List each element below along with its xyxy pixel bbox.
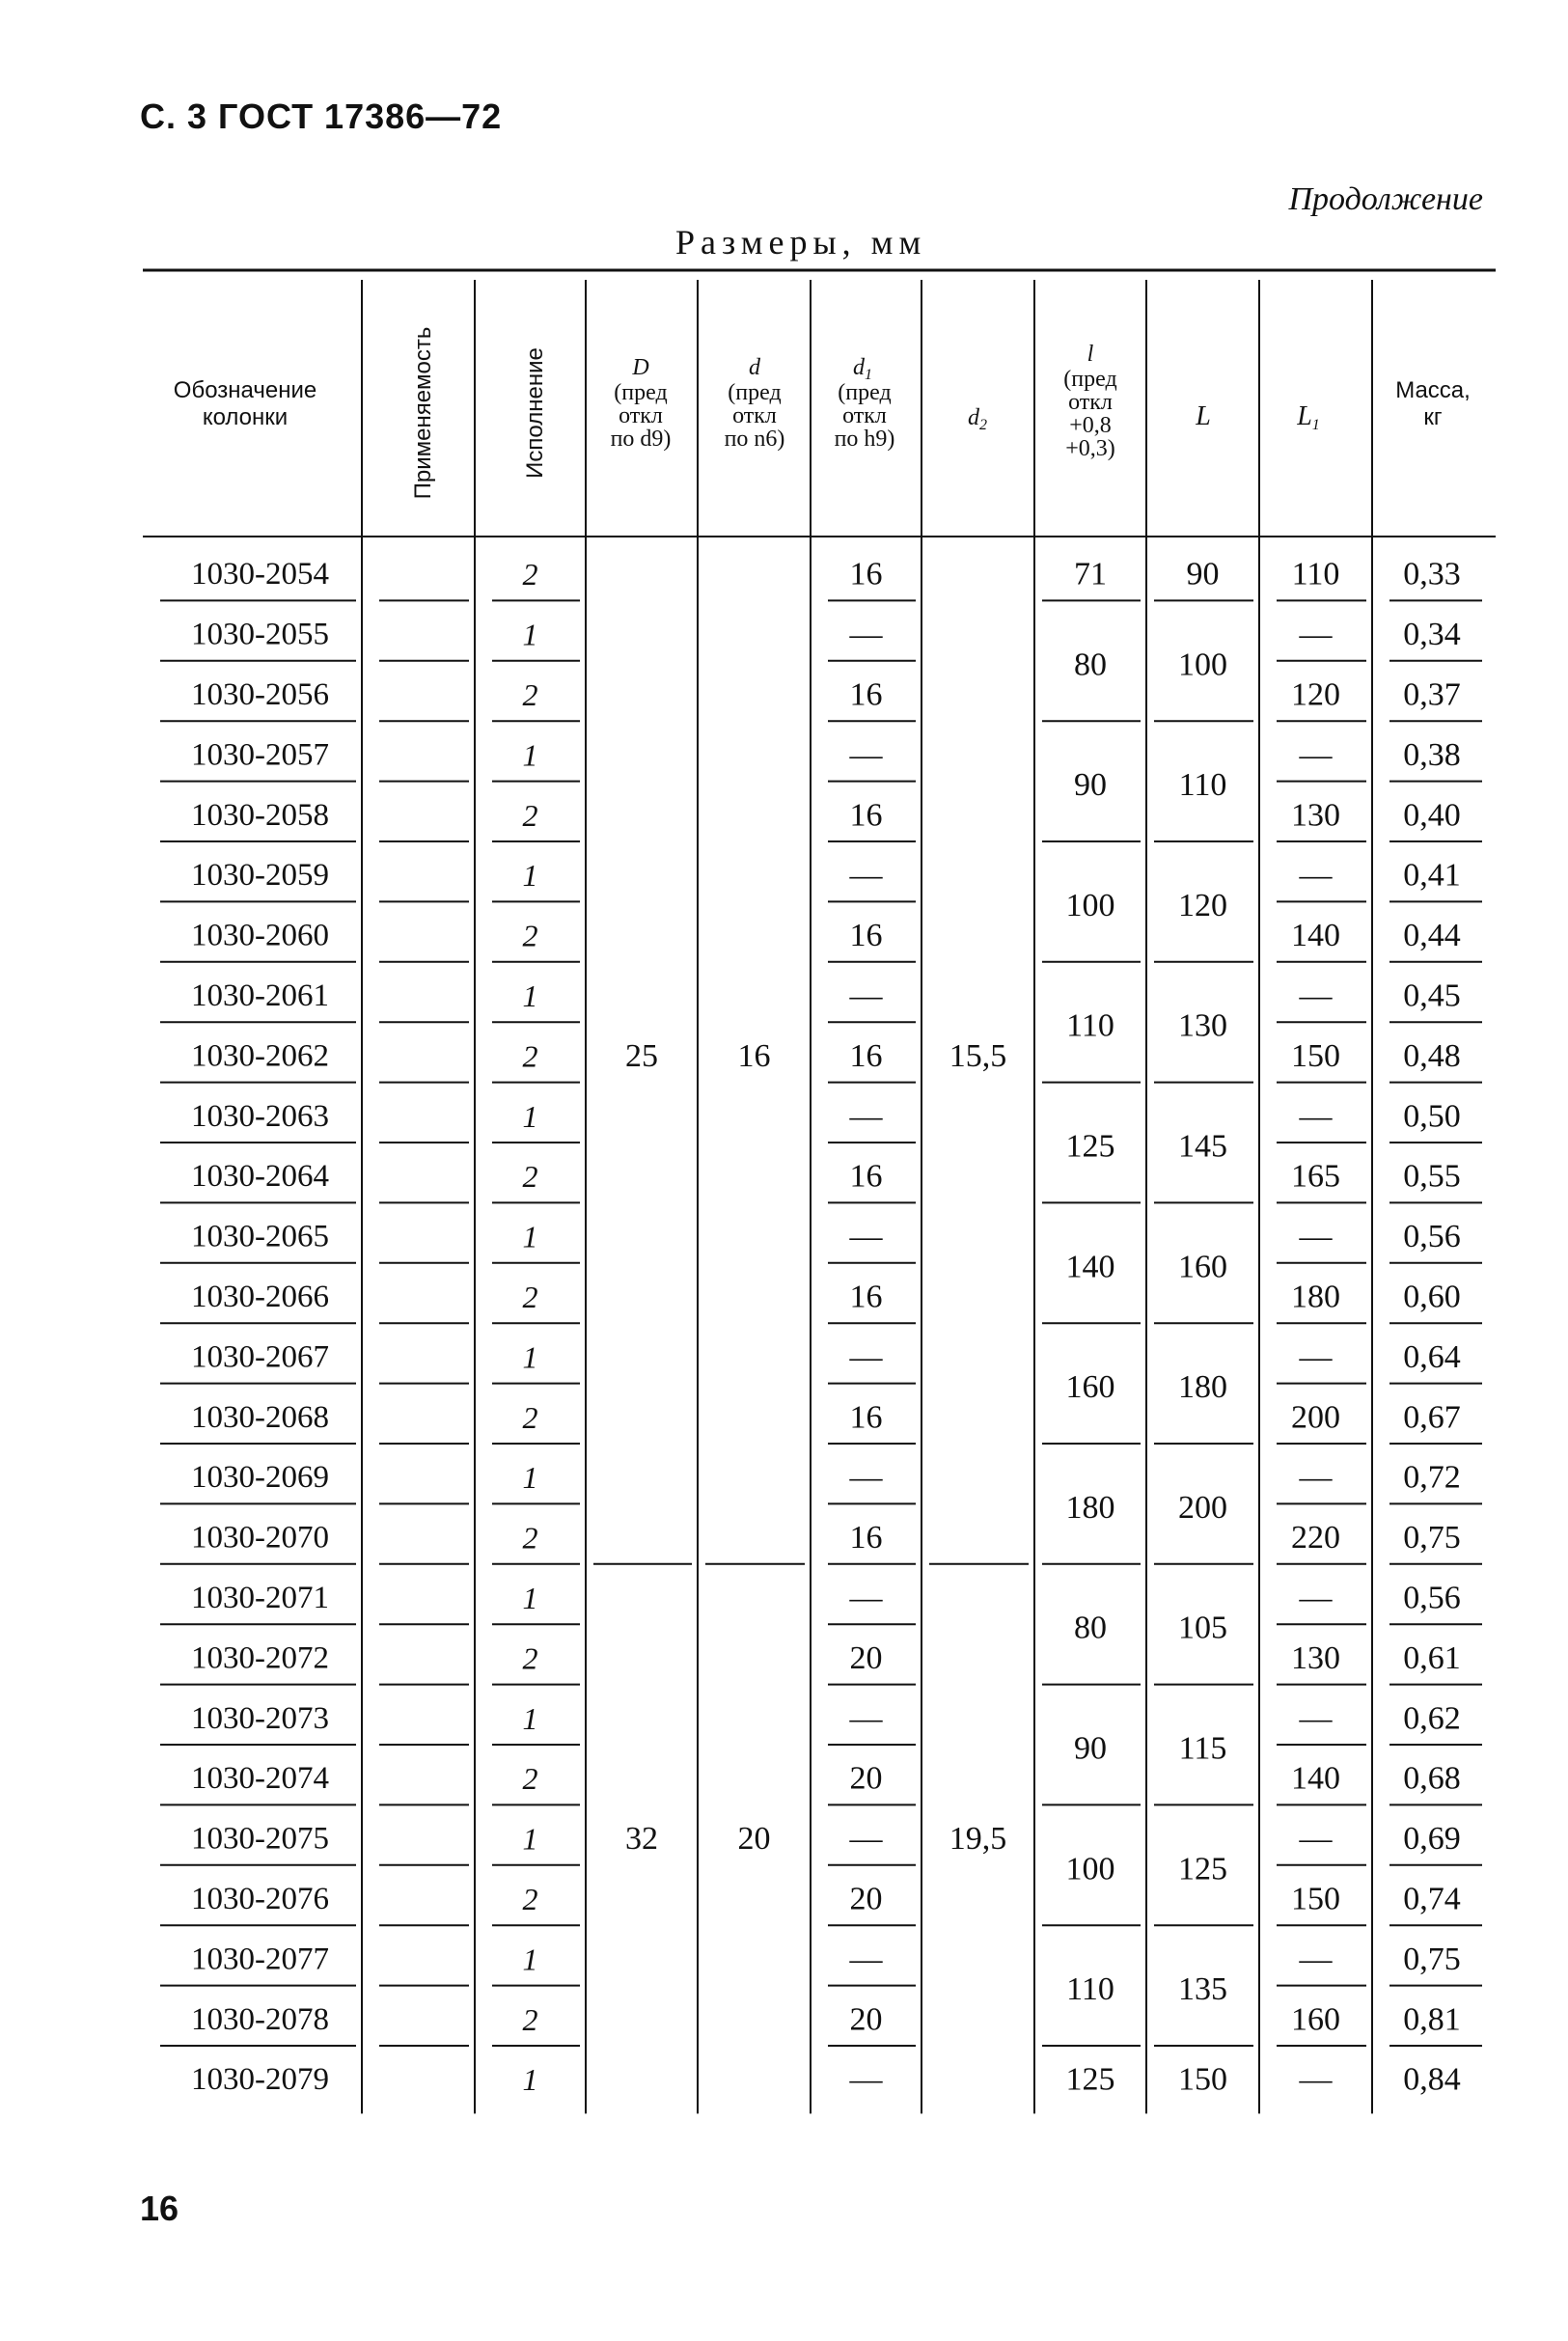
version-cell: 1 xyxy=(522,1219,538,1254)
l-pair-cell: 90 xyxy=(1074,767,1107,804)
mass-cell: 0,40 xyxy=(1403,797,1461,834)
version-cell: 2 xyxy=(522,2001,538,2037)
L1-cell: — xyxy=(1299,857,1333,894)
header-L-symbol: L xyxy=(1196,401,1211,431)
version-cell: 2 xyxy=(522,1520,538,1556)
d1-cell: — xyxy=(849,2061,883,2098)
L-pair-cell: 105 xyxy=(1178,1610,1227,1646)
d1-cell: 16 xyxy=(849,1158,883,1195)
version-cell: 1 xyxy=(522,858,538,894)
L1-cell: — xyxy=(1299,1821,1333,1858)
mass-cell: 0,72 xyxy=(1403,1459,1461,1496)
page-number: 16 xyxy=(140,2189,179,2228)
L1-cell: — xyxy=(1299,1941,1333,1977)
header-l-line4: +0,8 xyxy=(1069,413,1112,438)
designation-cell: 1030-2078 xyxy=(191,2001,329,2037)
l-pair-cell: 180 xyxy=(1065,1489,1115,1526)
version-cell: 2 xyxy=(522,1399,538,1435)
version-cell: 2 xyxy=(522,1038,538,1074)
mass-cell: 0,33 xyxy=(1403,556,1461,592)
d1-cell: — xyxy=(849,1700,883,1737)
continuation-label: Продолжение xyxy=(1288,181,1483,217)
mass-cell: 0,38 xyxy=(1403,736,1461,773)
L1-cell: 180 xyxy=(1291,1279,1340,1315)
d1-cell: — xyxy=(849,1219,883,1255)
L-pair-cell: 200 xyxy=(1178,1489,1227,1526)
mass-cell: 0,75 xyxy=(1403,1520,1461,1556)
L1-cell: 130 xyxy=(1291,797,1340,834)
designation-cell: 1030-2055 xyxy=(191,617,329,652)
d1-cell: 16 xyxy=(849,1037,883,1074)
L1-cell: 130 xyxy=(1291,1639,1340,1676)
designation-cell: 1030-2057 xyxy=(191,737,329,773)
d1-cell: — xyxy=(849,1098,883,1135)
designation-cell: 1030-2068 xyxy=(191,1399,329,1435)
designation-cell: 1030-2066 xyxy=(191,1280,329,1314)
d1-cell: 16 xyxy=(849,918,883,954)
version-cell: 1 xyxy=(522,1581,538,1615)
d1-cell: 16 xyxy=(849,556,883,592)
l-pair-cell: 100 xyxy=(1065,887,1115,923)
designation-cell: 1030-2058 xyxy=(191,797,329,833)
designation-cell: 1030-2061 xyxy=(191,978,329,1013)
designation-cell: 1030-2062 xyxy=(191,1038,329,1074)
version-cell: 1 xyxy=(522,1339,538,1375)
L1-cell: — xyxy=(1299,617,1333,653)
designation-cell: 1030-2063 xyxy=(191,1098,329,1134)
header-applicability: Применяемость xyxy=(410,326,436,500)
L-pair-cell: 160 xyxy=(1178,1249,1227,1285)
header-code-line1: Обозначение xyxy=(173,377,317,403)
header-code-line2: колонки xyxy=(202,404,289,430)
L-pair-cell: 115 xyxy=(1178,1730,1227,1767)
L1-cell: 220 xyxy=(1291,1520,1340,1556)
l-pair-cell: 80 xyxy=(1074,647,1107,683)
L1-cell: 140 xyxy=(1291,918,1340,954)
d1-cell: — xyxy=(849,617,883,653)
d1-cell: 16 xyxy=(849,1279,883,1315)
units-caption: Размеры, мм xyxy=(675,223,927,262)
mass-cell: 0,48 xyxy=(1403,1037,1461,1074)
designation-cell: 1030-2071 xyxy=(191,1581,329,1615)
d-group-cell: 20 xyxy=(737,1821,771,1858)
designation-cell: 1030-2067 xyxy=(191,1339,329,1375)
header-D-line3: откл xyxy=(619,403,663,428)
designation-cell: 1030-2072 xyxy=(191,1640,329,1676)
header-d1-line2: (пред xyxy=(838,380,892,405)
header-L1-subscript: 1 xyxy=(1311,417,1320,433)
designation-cell: 1030-2075 xyxy=(191,1821,329,1857)
header-d1-symbol xyxy=(853,355,872,383)
version-cell: 2 xyxy=(522,1882,538,1916)
L-pair-cell: 135 xyxy=(1178,1971,1227,2008)
header-d1-subscript: 1 xyxy=(865,367,872,383)
header-l-symbol: l xyxy=(1087,342,1094,367)
designation-cell: 1030-2059 xyxy=(191,858,329,894)
designation-cell: 1030-2076 xyxy=(191,1882,329,1916)
version-cell: 1 xyxy=(522,617,538,652)
version-cell: 2 xyxy=(522,1761,538,1797)
d1-cell: 16 xyxy=(849,1520,883,1556)
version-cell: 1 xyxy=(522,1098,538,1134)
L1-cell: 160 xyxy=(1291,2001,1340,2038)
mass-cell: 0,69 xyxy=(1403,1821,1461,1858)
d1-cell: — xyxy=(849,1941,883,1977)
d1-cell: 16 xyxy=(849,797,883,834)
version-cell: 2 xyxy=(522,1159,538,1195)
header-l-line3: откл xyxy=(1068,390,1113,415)
L1-cell: — xyxy=(1299,978,1333,1014)
mass-cell: 0,81 xyxy=(1403,2001,1461,2038)
L-pair-cell: 90 xyxy=(1186,556,1220,592)
mass-cell: 0,34 xyxy=(1403,617,1461,653)
L1-cell: 110 xyxy=(1291,556,1340,592)
version-cell: 1 xyxy=(522,1700,538,1736)
designation-cell: 1030-2074 xyxy=(191,1761,329,1797)
header-d-line4: по n6) xyxy=(724,427,785,452)
mass-cell: 0,75 xyxy=(1403,1941,1461,1977)
L-pair-cell: 150 xyxy=(1178,2061,1227,2098)
table-header xyxy=(174,327,1471,500)
mass-cell: 0,41 xyxy=(1403,857,1461,894)
L-pair-cell: 180 xyxy=(1178,1369,1227,1406)
mass-cell: 0,44 xyxy=(1403,918,1461,954)
version-cell: 1 xyxy=(522,1942,538,1977)
version-cell: 1 xyxy=(522,1460,538,1496)
d1-cell: 20 xyxy=(849,1639,883,1676)
designation-cell: 1030-2056 xyxy=(191,677,329,712)
d1-cell: 20 xyxy=(849,2001,883,2038)
l-pair-cell: 140 xyxy=(1065,1249,1115,1285)
l-pair-cell: 160 xyxy=(1065,1369,1115,1406)
d1-cell: — xyxy=(849,736,883,773)
L1-cell: 140 xyxy=(1291,1760,1340,1797)
version-cell: 2 xyxy=(522,1640,538,1676)
header-D-line2: (пред xyxy=(614,380,668,405)
d1-cell: 16 xyxy=(849,1399,883,1436)
l-pair-cell: 110 xyxy=(1066,1971,1114,2008)
mass-cell: 0,45 xyxy=(1403,978,1461,1014)
L1-cell: — xyxy=(1299,736,1333,773)
header-d1-letter: d xyxy=(853,355,865,380)
version-cell: 1 xyxy=(522,1821,538,1857)
mass-cell: 0,68 xyxy=(1403,1760,1461,1797)
version-cell: 2 xyxy=(522,797,538,833)
d1-cell: — xyxy=(849,1580,883,1616)
L1-cell: — xyxy=(1299,1098,1333,1135)
designation-cell: 1030-2079 xyxy=(191,2062,329,2098)
header-d2-subscript: 2 xyxy=(979,417,987,433)
header-L1-letter: L xyxy=(1297,401,1312,431)
L1-cell: — xyxy=(1299,1219,1333,1255)
mass-cell: 0,62 xyxy=(1403,1700,1461,1737)
designation-cell: 1030-2064 xyxy=(191,1159,329,1195)
L-pair-cell: 145 xyxy=(1178,1128,1227,1165)
header-l-line5: +0,3) xyxy=(1065,436,1115,461)
d2-group-cell: 19,5 xyxy=(949,1821,1007,1858)
L1-cell: 120 xyxy=(1291,676,1340,713)
l-pair-cell: 110 xyxy=(1066,1007,1114,1044)
L1-cell: — xyxy=(1299,2061,1333,2098)
table-body xyxy=(191,557,1461,2098)
L-pair-cell: 125 xyxy=(1178,1851,1227,1887)
header-version: Исполнение xyxy=(522,347,548,479)
d-group-cell: 16 xyxy=(737,1037,771,1074)
header-D-symbol: D xyxy=(632,355,649,380)
L1-cell: 200 xyxy=(1291,1399,1340,1436)
mass-cell: 0,61 xyxy=(1403,1639,1461,1676)
L-pair-cell: 120 xyxy=(1178,887,1227,923)
mass-cell: 0,84 xyxy=(1403,2061,1461,2098)
mass-cell: 0,55 xyxy=(1403,1158,1461,1195)
L-pair-cell: 110 xyxy=(1178,767,1227,804)
header-d-line2: (пред xyxy=(728,380,782,405)
d1-cell: — xyxy=(849,1459,883,1496)
mass-cell: 0,74 xyxy=(1403,1881,1461,1917)
l-pair-cell: 71 xyxy=(1074,556,1107,592)
header-mass-line1: Масса, xyxy=(1395,377,1471,403)
L1-cell: — xyxy=(1299,1580,1333,1616)
d1-cell: 20 xyxy=(849,1760,883,1797)
L-pair-cell: 130 xyxy=(1178,1007,1227,1044)
designation-cell: 1030-2073 xyxy=(191,1700,329,1736)
L1-cell: — xyxy=(1299,1700,1333,1737)
header-d2-symbol xyxy=(968,405,987,433)
d1-cell: — xyxy=(849,978,883,1014)
designation-cell: 1030-2069 xyxy=(191,1460,329,1496)
l-pair-cell: 125 xyxy=(1065,1128,1115,1165)
mass-cell: 0,56 xyxy=(1403,1219,1461,1255)
L1-cell: 150 xyxy=(1291,1881,1340,1917)
header-d-line3: откл xyxy=(732,403,777,428)
version-cell: 2 xyxy=(522,918,538,953)
D-group-cell: 32 xyxy=(625,1821,658,1858)
l-pair-cell: 100 xyxy=(1065,1851,1115,1887)
mass-cell: 0,56 xyxy=(1403,1580,1461,1616)
d1-cell: 20 xyxy=(849,1881,883,1917)
designation-cell: 1030-2077 xyxy=(191,1942,329,1977)
d1-cell: 16 xyxy=(849,676,883,713)
d1-cell: — xyxy=(849,1338,883,1375)
mass-cell: 0,50 xyxy=(1403,1098,1461,1135)
mass-cell: 0,37 xyxy=(1403,676,1461,713)
mass-cell: 0,67 xyxy=(1403,1399,1461,1436)
mass-cell: 0,60 xyxy=(1403,1279,1461,1315)
header-d1-line4: по h9) xyxy=(834,427,895,452)
L-pair-cell: 100 xyxy=(1178,647,1227,683)
version-cell: 1 xyxy=(522,737,538,773)
designation-cell: 1030-2054 xyxy=(191,557,329,592)
version-cell: 2 xyxy=(522,677,538,712)
l-pair-cell: 90 xyxy=(1074,1730,1107,1767)
version-cell: 1 xyxy=(522,2062,538,2098)
version-cell: 2 xyxy=(522,557,538,592)
L1-cell: 150 xyxy=(1291,1037,1340,1074)
header-d-symbol: d xyxy=(749,355,760,380)
l-pair-cell: 125 xyxy=(1065,2061,1115,2098)
header-d2-letter: d xyxy=(968,405,979,430)
d2-group-cell: 15,5 xyxy=(949,1037,1007,1074)
L1-cell: 165 xyxy=(1291,1158,1340,1195)
L1-cell: — xyxy=(1299,1338,1333,1375)
version-cell: 2 xyxy=(522,1280,538,1314)
L1-cell: — xyxy=(1299,1459,1333,1496)
version-cell: 1 xyxy=(522,978,538,1013)
header-d1-line3: откл xyxy=(842,403,887,428)
l-pair-cell: 80 xyxy=(1074,1610,1107,1646)
designation-cell: 1030-2070 xyxy=(191,1520,329,1556)
d1-cell: — xyxy=(849,857,883,894)
header-mass-line2: кг xyxy=(1423,404,1443,430)
D-group-cell: 25 xyxy=(625,1037,658,1074)
document-reference: С. 3 ГОСТ 17386—72 xyxy=(140,96,503,136)
header-l-line2: (пред xyxy=(1063,367,1117,392)
d1-cell: — xyxy=(849,1821,883,1858)
designation-cell: 1030-2060 xyxy=(191,918,329,953)
header-L1-symbol xyxy=(1296,401,1320,433)
mass-cell: 0,64 xyxy=(1403,1338,1461,1375)
header-D-line4: по d9) xyxy=(610,427,672,452)
designation-cell: 1030-2065 xyxy=(191,1219,329,1254)
